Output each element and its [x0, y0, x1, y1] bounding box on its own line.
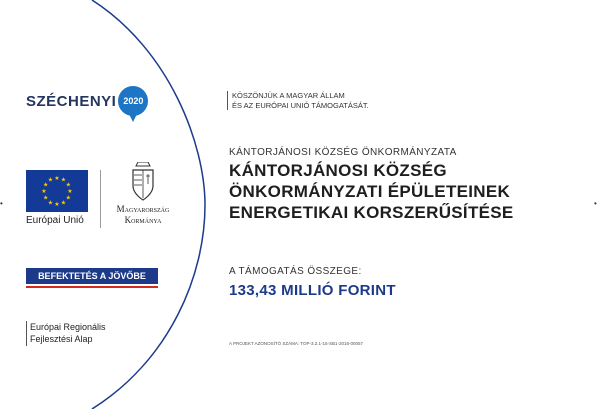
thanks-line-2: ÉS AZ EURÓPAI UNIÓ TÁMOGATÁSÁT. [232, 101, 369, 110]
szechenyi-wordmark: SZÉCHENYI [26, 92, 117, 110]
szechenyi-2020-logo [26, 86, 148, 116]
eu-label: Európai Unió [26, 215, 84, 226]
svg-text:★: ★ [47, 199, 54, 207]
eu-logo [26, 170, 88, 226]
eu-flag-icon [26, 170, 88, 212]
project-title-line-3: ENERGETIKAI KORSZERŰSÍTÉSE [229, 203, 514, 222]
project-id: A PROJEKT AZONOSÍTÓ SZÁMA: TOP-3.2.1-15-SB1-2016-00057 [229, 341, 364, 346]
svg-text:★: ★ [60, 176, 67, 184]
fund-line-1: Európai Regionális [30, 322, 106, 332]
fund-line-2: Fejlesztési Alap [30, 334, 93, 344]
thanks-text [232, 91, 369, 111]
investment-badge [26, 268, 158, 284]
government-line-1: Magyarország [116, 204, 170, 214]
svg-text:★: ★ [65, 181, 71, 189]
svg-text:★: ★ [54, 175, 60, 182]
investment-badge-label: BEFEKTETÉS A JÖVŐBE [38, 271, 146, 281]
support-label: A TÁMOGATÁS ÖSSZEGE: [229, 266, 362, 277]
thanks-divider [227, 91, 228, 110]
svg-text:★: ★ [47, 176, 54, 184]
project-title-line-2: ÖNKORMÁNYZATI ÉPÜLETEINEK [229, 182, 511, 201]
thanks-line-1: KÖSZÖNJÜK A MAGYAR ÁLLAM [232, 91, 345, 100]
fund-name [30, 321, 106, 345]
organisation-name: KÁNTORJÁNOSI KÖZSÉG ÖNKORMÁNYZATA [229, 147, 457, 158]
logo-divider [100, 170, 101, 228]
svg-text:★: ★ [65, 194, 71, 202]
right-edge-marker: • [594, 199, 597, 208]
project-title [229, 160, 514, 223]
svg-text:★: ★ [67, 188, 73, 195]
svg-text:★: ★ [60, 199, 67, 207]
year-pin-badge [118, 86, 148, 116]
year-label: 2020 [123, 96, 144, 106]
government-logo [107, 162, 179, 226]
svg-text:★: ★ [41, 188, 47, 195]
fund-divider [26, 321, 27, 346]
left-edge-marker: • [0, 199, 3, 208]
project-title-line-1: KÁNTORJÁNOSI KÖZSÉG [229, 161, 447, 180]
investment-badge-underline [26, 286, 158, 288]
government-line-2: Kormánya [124, 215, 162, 225]
svg-text:★: ★ [54, 201, 60, 208]
support-amount: 133,43 MILLIÓ FORINT [229, 282, 396, 299]
coat-of-arms-icon [130, 162, 156, 202]
svg-text:★: ★ [43, 194, 49, 202]
svg-text:★: ★ [43, 181, 49, 189]
